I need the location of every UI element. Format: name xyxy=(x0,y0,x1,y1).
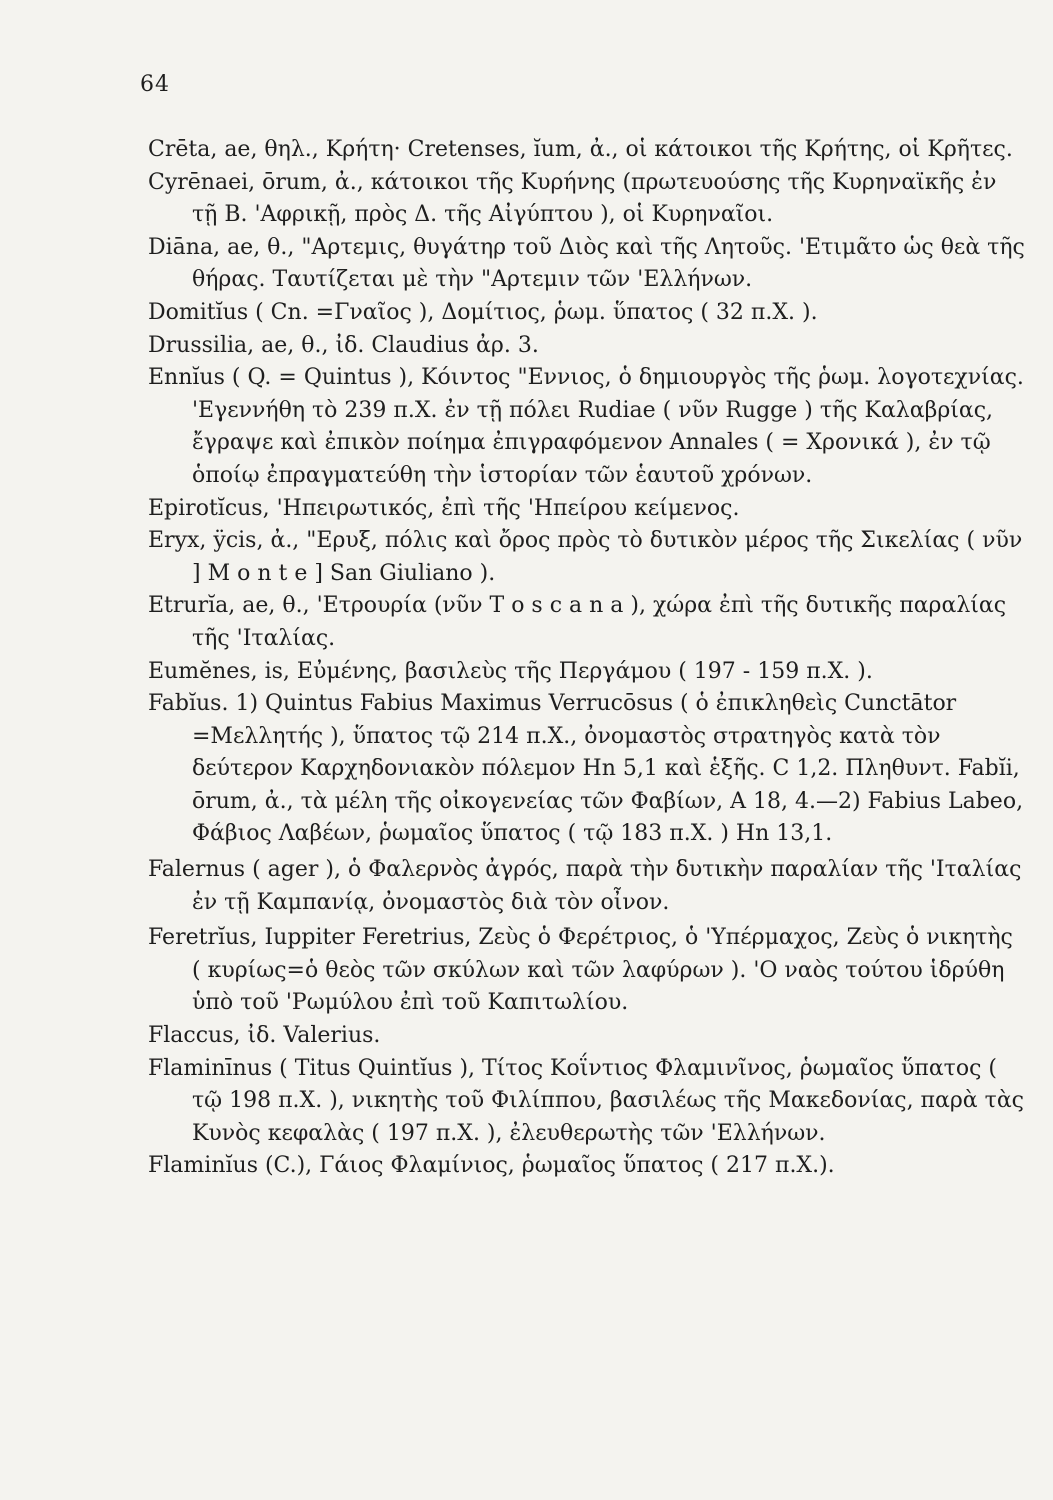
entry-diana: Diāna, ae, θ., "Αρτεμις, θυγάτηρ τοῦ Διὸς καὶ τῆς Λητοῦς. 'Ετιμᾶτο ὡς θεὰ τῆς θήρας. Ταυτίζεται μὲ τὴν "Αρτεμιν τῶν 'Ελλήνων. xyxy=(148,234,1025,293)
entry-eryx: Eryx, ÿcis, ἀ., "Ερυξ, πόλις καὶ ὄρος πρὸς τὸ δυτικὸν μέρος τῆς Σικελίας ( νῦν ] M o n t e ] San Giuliano ). xyxy=(148,528,1023,586)
entry-cyrenaei: Cyrēnaei, ōrum, ἀ., κάτοικοι τῆς Κυρήνης (πρωτευούσης τῆς Κυρηναϊκῆς ἐν τῇ Β. 'Αφρικῇ, πρὸς Δ. τῆς Αἰγύπτου ), οἱ Κυρηναῖοι. xyxy=(148,169,997,228)
entry-domitius: Domitĭus ( Cn. =Γναῖος ), Δομίτιος, ῥωμ. ὕπατος ( 32 π.Χ. ). xyxy=(148,299,818,325)
entry-ennius: Ennĭus ( Q. = Quintus ), Κόιντος "Εννιος, ὁ δημιουργὸς τῆς ῥωμ. λογοτεχνίας. 'Εγεννήθη τὸ 239 π.Χ. ἐν τῇ πόλει Rudiae ( νῦν Rugge ) τῆς Καλαβρίας, ἔγραψε καὶ ἐπικὸν ποίημα ἐπιγραφόμενον Annales ( = Χρονικά ), ἐν τῷ ὁποίῳ ἐπραγματεύθη τὴν ἱστορίαν τῶν ἑαυτοῦ χρόνων. xyxy=(148,365,1024,488)
entry-feretrius: Feretrĭus, Iuppiter Feretrius, Ζεὺς ὁ Φερέτριος, ὁ 'Υπέρμαχος, Ζεὺς ὁ νικητὴς ( κυρίως=ὁ θεὸς τῶν σκύλων καὶ τῶν λαφύρων ). 'Ο ναὸς τούτου ἱδρύθη ὑπὸ τοῦ 'Ρωμύλου ἐπὶ τοῦ Καπιτωλίου. xyxy=(148,925,1013,1016)
entry-creta: Crēta, ae, θηλ., Κρήτη· Cretenses, ĭum, ἀ., οἱ κάτοικοι τῆς Κρήτης, οἱ Κρῆτες. xyxy=(148,137,1013,162)
entry-etruria: Etrurĭa, ae, θ., 'Ετρουρία (νῦν T o s c a n a ), χώρα ἐπὶ τῆς δυτικῆς παραλίας τῆς 'Ιταλίας. xyxy=(148,593,1007,651)
page-number: 64 xyxy=(140,72,170,97)
entry-epiroticus: Epirotĭcus, 'Ηπειρωτικός, ἐπὶ τῆς 'Ηπείρου κείμενος. xyxy=(148,495,740,521)
entry-falernus: Falernus ( ager ), ὁ Φαλερνὸς ἀγρός, παρὰ τὴν δυτικὴν παραλίαν τῆς 'Ιταλίας ἐν τῇ Καμπανίᾳ, ὀνομαστὸς διὰ τὸν οἶνον. xyxy=(148,857,1022,915)
entry-list xyxy=(148,134,1028,1183)
entry-drussilia: Drussilia, ae, θ., ἰδ. Claudius ἀρ. 3. xyxy=(148,332,539,358)
entry-flaminius: Flaminĭus (C.), Γάιος Φλαμίνιος, ῥωμαῖος ὕπατος ( 217 π.Χ.). xyxy=(148,1153,835,1179)
entry-flaccus: Flaccus, ἰδ. Valerius. xyxy=(148,1023,381,1049)
entry-flamininus: Flaminīnus ( Titus Quintĭus ), Τίτος Κοΐντιος Φλαμινῖνος, ῥωμαῖος ὕπατος ( τῷ 198 π.Χ. ), νικητὴς τοῦ Φιλίππου, βασιλέως τῆς Μακεδονίας, παρὰ τὰς Κυνὸς κεφαλὰς ( 197 π.Χ. ), ἐλευθερωτὴς τῶν 'Ελλήνων. xyxy=(148,1055,1025,1146)
entry-eumenes: Eumĕnes, is, Εὐμένης, βασιλεὺς τῆς Περγάμου ( 197 - 159 π.Χ. ). xyxy=(148,658,873,684)
entry-fabius: Fabĭus. 1) Quintus Fabius Maximus Verrucōsus ( ὁ ἐπικληθεὶς Cunctātor =Μελλητής ), ὕπατος τῷ 214 π.Χ., ὀνομαστὸς στρατηγὸς κατὰ τὸν δεύτερον Καρχηδονιακὸν πόλεμον Hn 5,1 καὶ ἑξῆς. C 1,2. Πληθυντ. Fabĭi, ōrum, ἀ., τὰ μέλη τῆς οἰκογενείας τῶν Φαβίων, A 18, 4.—2) Fabius Labeo, Φάβιος Λαβέων, ῥωμαῖος ὕπατος ( τῷ 183 π.Χ. ) Hn 13,1. xyxy=(148,691,1024,847)
